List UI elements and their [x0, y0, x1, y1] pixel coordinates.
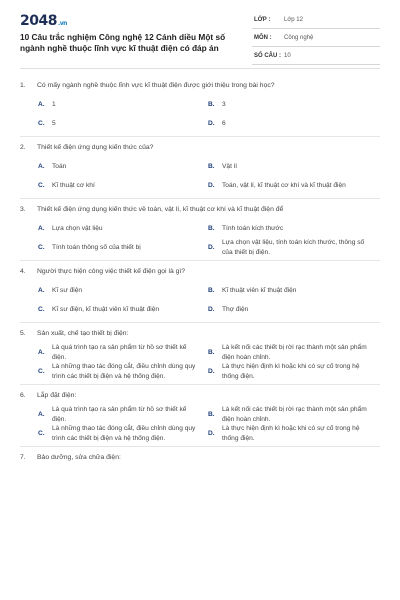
option-letter: B. [208, 286, 215, 294]
question-list [0, 75, 400, 463]
question-stem [20, 323, 380, 339]
question-text: Bảo dưỡng, sửa chữa điện: [37, 454, 121, 461]
header-divider [20, 68, 380, 69]
answer-option[interactable] [208, 405, 378, 424]
question-stem [20, 75, 380, 91]
question-item [20, 261, 380, 323]
option-text: Kĩ thuật viên kĩ thuật điện [222, 286, 297, 294]
answer-option[interactable] [38, 405, 208, 424]
option-letter: A. [38, 286, 45, 294]
option-letter: B. [208, 100, 215, 108]
question-number: 5. [20, 330, 26, 337]
option-text: 5 [52, 119, 56, 127]
answer-option[interactable] [208, 238, 378, 257]
answer-option[interactable] [38, 95, 208, 114]
answer-options [20, 281, 380, 319]
option-letter: B. [208, 224, 215, 232]
option-text: Là những thao tác đóng cắt, điều chỉnh dùng quy trình các thiết bị điện và hệ thống điện. [52, 363, 196, 380]
question-item [20, 323, 380, 385]
option-text: Lựa chọn vật liệu [52, 224, 103, 232]
answer-option[interactable] [38, 362, 208, 381]
option-text: 1 [52, 100, 56, 108]
meta-label: MÔN : [254, 35, 272, 41]
option-text: Tính toán kích thước [222, 224, 284, 232]
option-text: Kĩ thuật cơ khí [52, 181, 95, 189]
answer-option[interactable] [208, 343, 378, 362]
answer-option[interactable] [38, 300, 208, 319]
option-letter: C. [38, 429, 45, 437]
answer-options [20, 405, 380, 443]
option-letter: B. [208, 348, 215, 356]
answer-option[interactable] [38, 238, 208, 257]
answer-option[interactable] [208, 281, 378, 300]
logo-suffix: .vn [57, 20, 67, 27]
question-stem [20, 261, 380, 277]
option-text: Toán, vật lí, kĩ thuật cơ khí và kĩ thuật điện [222, 181, 346, 189]
option-text: Thợ điện [222, 305, 249, 313]
document-title: 10 Câu trắc nghiệm Công nghệ 12 Cánh diều Một số ngành nghề thuộc lĩnh vực kĩ thuật điện có đáp án [20, 32, 226, 53]
option-text: Lựa chọn vật liệu, tính toán kích thước, thông số của thiết bị điện. [222, 239, 365, 256]
option-letter: C. [38, 181, 45, 189]
option-text: Là thực hiện định kì hoặc khi có sự cố trong hệ thống điện. [222, 363, 360, 380]
question-number: 2. [20, 144, 26, 151]
option-text: Là những thao tác đóng cắt, điều chỉnh dùng quy trình các thiết bị điện và hệ thống điện. [52, 425, 196, 442]
meta-row-class [252, 13, 380, 29]
option-letter: C. [38, 243, 45, 251]
option-text: Vật lí [222, 162, 238, 170]
meta-label: SỐ CÂU : [254, 53, 281, 59]
answer-option[interactable] [208, 114, 378, 133]
option-letter: A. [38, 348, 45, 356]
answer-option[interactable] [208, 219, 378, 238]
question-stem [20, 385, 380, 401]
option-text: Tính toán thông số của thiết bị [52, 243, 141, 251]
question-stem [20, 137, 380, 153]
option-letter: D. [208, 119, 215, 127]
meta-row-count [252, 49, 380, 65]
question-stem [20, 199, 380, 215]
answer-option[interactable] [208, 95, 378, 114]
option-letter: D. [208, 305, 215, 313]
answer-option[interactable] [38, 424, 208, 443]
answer-option[interactable] [38, 219, 208, 238]
answer-options [20, 219, 380, 257]
option-letter: B. [208, 410, 215, 418]
question-number: 3. [20, 206, 26, 213]
option-letter: A. [38, 224, 45, 232]
answer-option[interactable] [208, 176, 378, 195]
question-number: 7. [20, 454, 26, 461]
page-header [0, 0, 400, 64]
question-text: Lắp đặt điện: [37, 392, 77, 399]
meta-value: Lớp 12 [284, 17, 303, 23]
answer-option[interactable] [38, 281, 208, 300]
question-text: Thiết kế điện ứng dụng kiến thức về toán, vật lí, kĩ thuật cơ khí và kĩ thuật điện để [37, 206, 284, 213]
option-letter: A. [38, 162, 45, 170]
option-text: 6 [222, 119, 226, 127]
option-letter: D. [208, 429, 215, 437]
answer-options [20, 95, 380, 133]
meta-row-subject [252, 31, 380, 47]
question-text: Thiết kế điện ứng dụng kiến thức của? [37, 144, 154, 151]
meta-label: LỚP : [254, 17, 271, 23]
option-letter: D. [208, 367, 215, 375]
answer-option[interactable] [38, 114, 208, 133]
option-text: Là quá trình tạo ra sản phẩm từ hồ sơ thiết kế điện. [52, 406, 187, 423]
answer-option[interactable] [208, 362, 378, 381]
answer-option[interactable] [38, 343, 208, 362]
option-letter: A. [38, 100, 45, 108]
answer-options [20, 343, 380, 381]
question-item [20, 385, 380, 447]
answer-option[interactable] [208, 157, 378, 176]
option-text: Toán [52, 162, 67, 170]
question-text: Sản xuất, chế tạo thiết bị điện: [37, 330, 129, 337]
answer-option[interactable] [38, 157, 208, 176]
meta-value: Công nghệ [284, 35, 314, 41]
question-text: Người thực hiện công việc thiết kế điện gọi là gì? [37, 268, 186, 275]
answer-option[interactable] [208, 424, 378, 443]
question-number: 1. [20, 82, 26, 89]
option-letter: C. [38, 119, 45, 127]
question-item [20, 447, 380, 463]
question-text: Có mấy ngành nghề thuộc lĩnh vực kĩ thuật điện được giới thiệu trong bài học? [37, 82, 275, 89]
question-item [20, 199, 380, 261]
option-letter: A. [38, 410, 45, 418]
option-text: 3 [222, 100, 226, 108]
option-letter: C. [38, 367, 45, 375]
option-text: Kĩ sư điện [52, 286, 83, 294]
logo-text: 2048 [20, 13, 57, 29]
option-letter: C. [38, 305, 45, 313]
meta-value: 10 [284, 53, 291, 59]
answer-option[interactable] [208, 300, 378, 319]
meta-table [252, 13, 380, 67]
answer-options [20, 157, 380, 195]
option-text: Là quá trình tạo ra sản phẩm từ hồ sơ thiết kế điện. [52, 344, 187, 361]
answer-option[interactable] [38, 176, 208, 195]
option-text: Kĩ sư điện, kĩ thuật viên kĩ thuật điện [52, 305, 160, 313]
question-number: 4. [20, 268, 26, 275]
option-text: Là kết nối các thiết bị rời rạc thành một sản phẩm điện hoàn chỉnh. [222, 406, 367, 423]
question-number: 6. [20, 392, 26, 399]
option-text: Là thực hiện định kì hoặc khi có sự cố trong hệ thống điện. [222, 425, 360, 442]
question-item [20, 137, 380, 199]
option-letter: B. [208, 162, 215, 170]
question-stem [20, 447, 380, 463]
option-letter: D. [208, 243, 215, 251]
site-logo[interactable] [20, 13, 67, 29]
question-item [20, 75, 380, 137]
option-letter: D. [208, 181, 215, 189]
option-text: Là kết nối các thiết bị rời rạc thành một sản phẩm điện hoàn chỉnh. [222, 344, 367, 361]
